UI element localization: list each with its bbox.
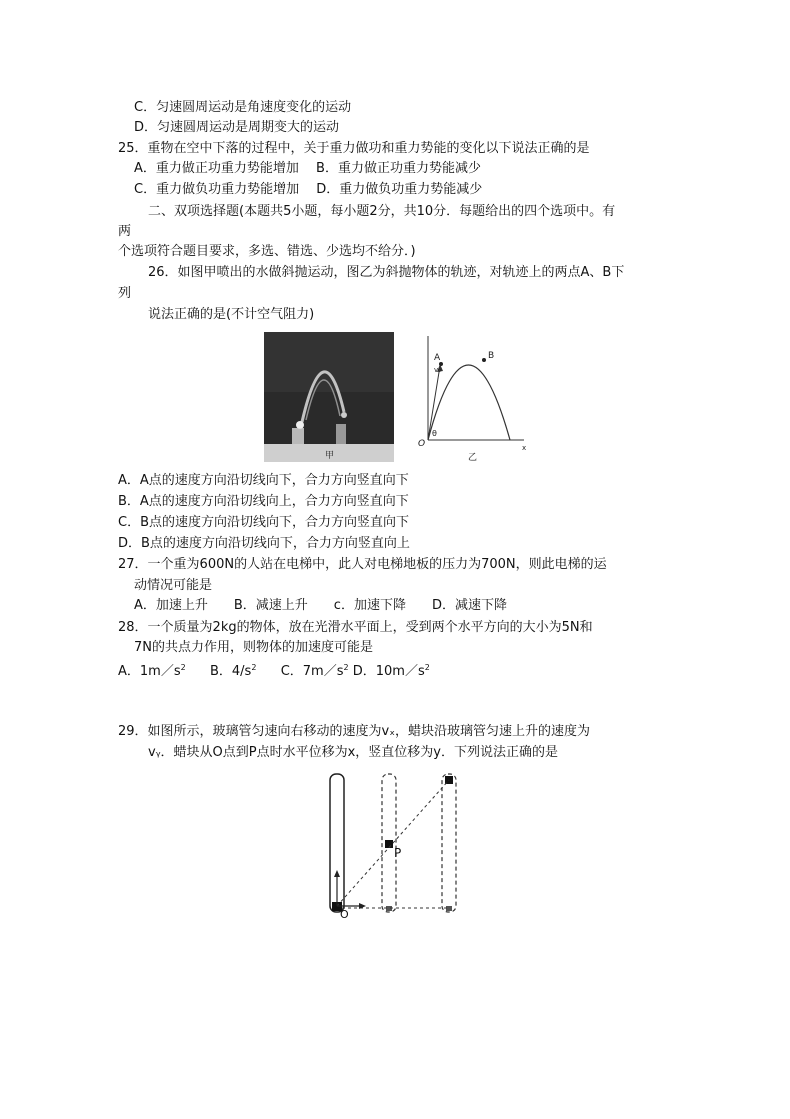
q26-figure-yi-label: 乙	[468, 453, 478, 463]
section2-heading-line1: 二、双项选择题(本题共5小题，每小题2分，共10分．每题给出的四个选项中。有	[148, 204, 616, 219]
q28-options	[118, 659, 430, 681]
q28-option-d: D．10m／s	[352, 664, 425, 679]
q26-stem-line2: 列	[118, 286, 132, 301]
q26-figure-jia-photo	[264, 332, 394, 462]
q26-figure-jia-label: 甲	[325, 451, 335, 461]
v0-label: v₀	[434, 366, 441, 374]
q24-option-d: D．匀速圆周运动是周期变大的运动	[134, 120, 340, 135]
theta-label: θ	[432, 429, 437, 438]
origin-label: O	[418, 439, 426, 449]
q28-option-a-exp: 2	[180, 663, 186, 672]
q28-stem-line2: 7N的共点力作用，则物体的加速度可能是	[134, 640, 373, 655]
q28-option-b-exp: 2	[251, 663, 257, 672]
q26-stem-line1: 26．如图甲喷出的水做斜抛运动，图乙为斜抛物体的轨迹，对轨迹上的两点A、B下	[148, 265, 625, 280]
q25-options-ab: A．重力做正功重力势能增加 B．重力做正功重力势能减少	[134, 161, 481, 176]
x-axis-label: x	[522, 444, 527, 452]
q27-options: A．加速上升 B．减速上升 c．加速下降 D．减速下降	[134, 598, 507, 613]
q26-option-d: D．B点的速度方向沿切线向下，合力方向竖直向上	[118, 536, 410, 551]
q26-stem-line3: 说法正确的是(不计空气阻力)	[148, 307, 315, 322]
q24-option-c: C．匀速圆周运动是角速度变化的运动	[134, 100, 352, 115]
q28-option-b: B．4/s	[209, 664, 252, 679]
q28-option-a: A．1m／s	[118, 664, 181, 679]
q27-stem-line2: 动情况可能是	[134, 578, 213, 593]
q28-stem-line1: 28．一个质量为2kg的物体，放在光滑水平面上，受到两个水平方向的大小为5N和	[118, 620, 593, 635]
q28-option-c-exp: 2	[343, 663, 349, 672]
point-a-label: A	[434, 353, 441, 363]
tube-final	[442, 774, 456, 912]
q26-option-b: B．A点的速度方向沿切线向上，合力方向竖直向下	[118, 494, 409, 509]
point-b-label: B	[488, 351, 495, 361]
q26-option-c: C．B点的速度方向沿切线向下，合力方向竖直向下	[118, 515, 409, 530]
point-o-label: O	[340, 908, 349, 920]
q25-options-cd: C．重力做负功重力势能增加 D．重力做负功重力势能减少	[134, 182, 483, 197]
point-p-label: P	[394, 846, 402, 860]
point-b-marker	[482, 358, 486, 362]
q29-stem-line1: 29．如图所示，玻璃管匀速向右移动的速度为vₓ，蜡块沿玻璃管匀速上升的速度为	[118, 724, 591, 739]
path-diagonal	[337, 780, 449, 906]
q28-option-d-exp: 2	[424, 663, 430, 672]
section2-heading-line2: 两	[118, 224, 132, 239]
q27-stem-line1: 27．一个重为600N的人站在电梯中，此人对电梯地板的压力为700N，则此电梯的运	[118, 557, 607, 572]
q25-stem: 25．重物在空中下落的过程中，关于重力做功和重力势能的变化以下说法正确的是	[118, 141, 590, 156]
q26-figure-yi-trajectory	[410, 332, 530, 464]
section2-heading-line3: 个选项符合题目要求，多选、错选、少选均不给分．)	[118, 244, 416, 259]
q26-option-a: A．A点的速度方向沿切线向下，合力方向竖直向下	[118, 473, 409, 488]
q28-option-c: C．7m／s	[280, 664, 344, 679]
q29-figure-glass-tube	[322, 770, 470, 920]
q29-stem-line2: vᵧ．蜡块从O点到P点时水平位移为x，竖直位移为y．下列说法正确的是	[148, 745, 558, 760]
trajectory-curve	[428, 365, 510, 440]
